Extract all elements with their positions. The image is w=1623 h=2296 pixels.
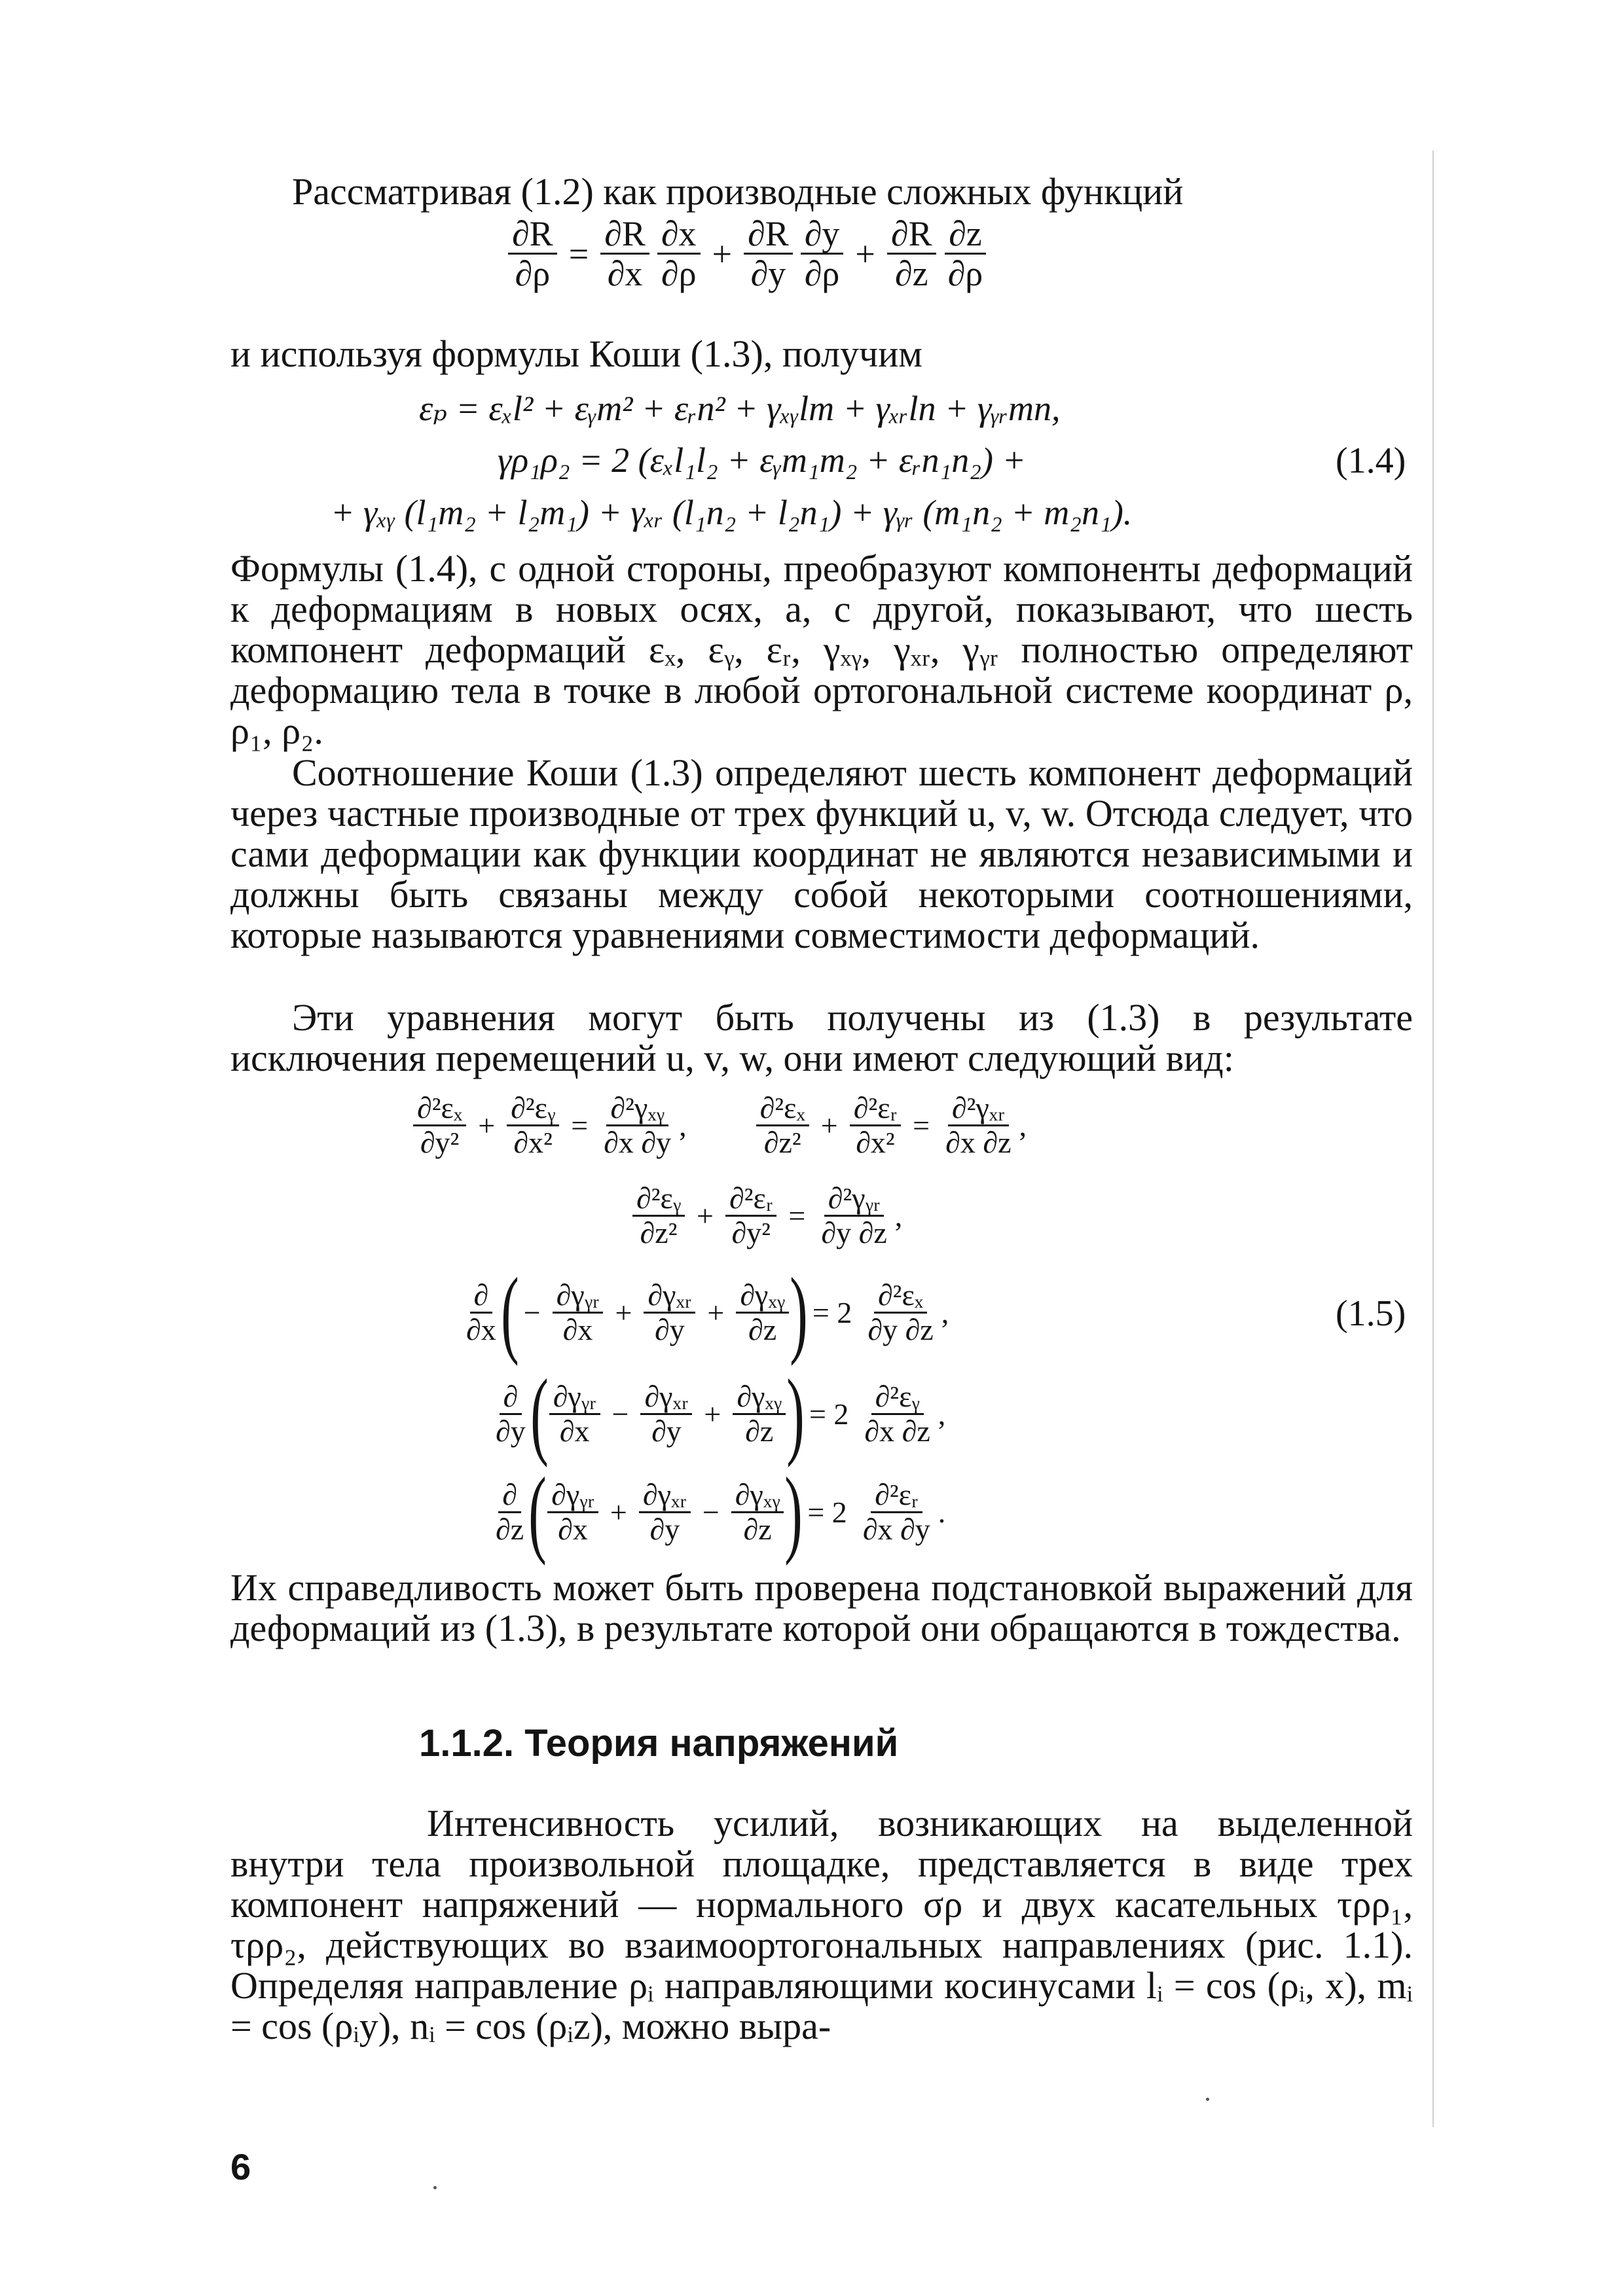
scan-edge-line <box>1432 151 1434 2127</box>
equation-number-1-5: (1.5) <box>1336 1293 1406 1334</box>
paragraph-formulas-explained: Формулы (1.4), с одной стороны, преобразуют компоненты деформаций к деформациям в новых осях, а, с другой, показывают, что шесть компонент деформаций εₓ, εᵧ, εᵣ, γₓᵧ, γₓᵣ, γᵧᵣ полностью определяют деформацию тела в точке в любой ортогональной системе координат ρ, ρ₁, ρ₂. <box>230 547 1413 752</box>
equation-chain-rule: $\frac{\partial R}{\partial\rho}$ = $\frac{\partial R}{\partial x}$ $\frac{\partial x}{\partial\rho}$ + $\frac{\partial R}{\partial y}$ $\frac{\partial y}{\partial\rho}$ + $\frac{\partial R}{\partial z}$ $\frac{\partial z}{\partial\rho}$ <box>504 216 991 291</box>
equation-number-1-4: (1.4) <box>1336 440 1406 481</box>
equation-1-5-row-4: $\frac{\partial}{\partial y}$ ( $\frac{\text{∂γᵧᵣ}}{\partial x}$ − $\frac{\text{∂γₓᵣ}}{\partial y}$ + $\frac{\text{∂γₓᵧ}}{\partial z}$ ) = 2 $\frac{\text{∂²εᵧ}}{\partial x \partial z}$ , <box>496 1359 946 1468</box>
page-number: 6 <box>230 2146 251 2187</box>
section-heading: 1.1.2. Теория напряжений <box>419 1722 899 1765</box>
paragraph-cauchy-intro: и используя формулы Коши (1.3), получим <box>230 332 922 375</box>
scan-speck <box>433 2186 437 2189</box>
equation-1-5-row-3: $\frac{\partial}{\partial x}$ ( − $\frac{\text{∂γᵧᵣ}}{\partial x}$ + $\frac{\text{∂γₓᵣ}}{\partial y}$ + $\frac{\text{∂γₓᵧ}}{\partial z}$ ) = 2 $\frac{\text{∂²εₓ}}{\partial y \partial z}$ , <box>466 1258 949 1367</box>
paragraph-compatibility: Соотношение Коши (1.3) определяют шесть компонент деформаций через частные производные от трех функций u, v, w. Отсюда следует, что сами деформации как функции координат не являются независимыми и должны быть связаны между собой некоторыми соотношениями, которые называются уравнениями совместимости деформаций. <box>230 751 1413 956</box>
paragraph-stress-theory: Интенсивность усилий, возникающих на выделенной внутри тела произвольной площадке, представляется в виде трех компонент напряжений — нормального σρ и двух касательных τρρ₁, τρρ₂, действующих во взаимоортогональных направлениях (рис. 1.1). Определяя направление ρᵢ направляющими косинусами lᵢ = cos (ρᵢ, x), mᵢ = cos (ρᵢy), nᵢ = cos (ρᵢz), можно выра- <box>230 1802 1413 2047</box>
equation-1-5-row-1: $\frac{\text{∂²εₓ}}{\text{∂y²}}$ + $\frac{\text{∂²εᵧ}}{\text{∂x²}}$ = $\frac{\text{∂²γₓᵧ}}{\partial x \partial y}$ , $\frac{\text{∂²εₓ}}{\text{∂z²}}$ + $\frac{\text{∂²εᵣ}}{\text{∂x²}}$ = $\frac{\text{∂²γₓᵣ}}{\partial x \partial z}$ , <box>409 1093 1027 1158</box>
equation-1-5-row-5: $\frac{\partial}{\partial z}$ ( $\frac{\text{∂γᵧᵣ}}{\partial x}$ + $\frac{\text{∂γₓᵣ}}{\partial y}$ − $\frac{\text{∂γₓᵧ}}{\partial z}$ ) = 2 $\frac{\text{∂²εᵣ}}{\partial x \partial y}$ . <box>496 1458 946 1566</box>
paragraph-intro: Рассматривая (1.2) как производные сложных функций <box>292 170 1184 213</box>
paragraph-equations-intro: Эти уравнения могут быть получены из (1.3) в результате исключения перемещений u, v, w, они имеют следующий вид: <box>230 996 1413 1079</box>
equation-1-4-line-3: + γₓᵧ (l₁m₂ + l₂m₁) + γₓᵣ (l₁n₂ + l₂n₁) + γᵧᵣ (m₁n₂ + m₂n₁). <box>331 493 1133 532</box>
equation-1-5-row-2: $\frac{\text{∂²εᵧ}}{\text{∂z²}}$ + $\frac{\text{∂²εᵣ}}{\text{∂y²}}$ = $\frac{\text{∂²γᵧᵣ}}{\partial y \partial z}$ , <box>629 1183 902 1248</box>
equation-1-4-line-2: γρ₁ρ₂ = 2 (εₓl₁l₂ + εᵧm₁m₂ + εᵣn₁n₂) + <box>498 440 1026 480</box>
scan-speck <box>1206 2098 1209 2101</box>
equation-1-4-line-1: εₚ = εₓl² + εᵧm² + εᵣn² + γₓᵧlm + γₓᵣln + γᵧᵣmn, <box>419 389 1061 428</box>
paragraph-verification: Их справедливость может быть проверена подстановкой выражений для деформаций из (1.3), в результате которой они обращаются в тождества. <box>230 1566 1413 1649</box>
